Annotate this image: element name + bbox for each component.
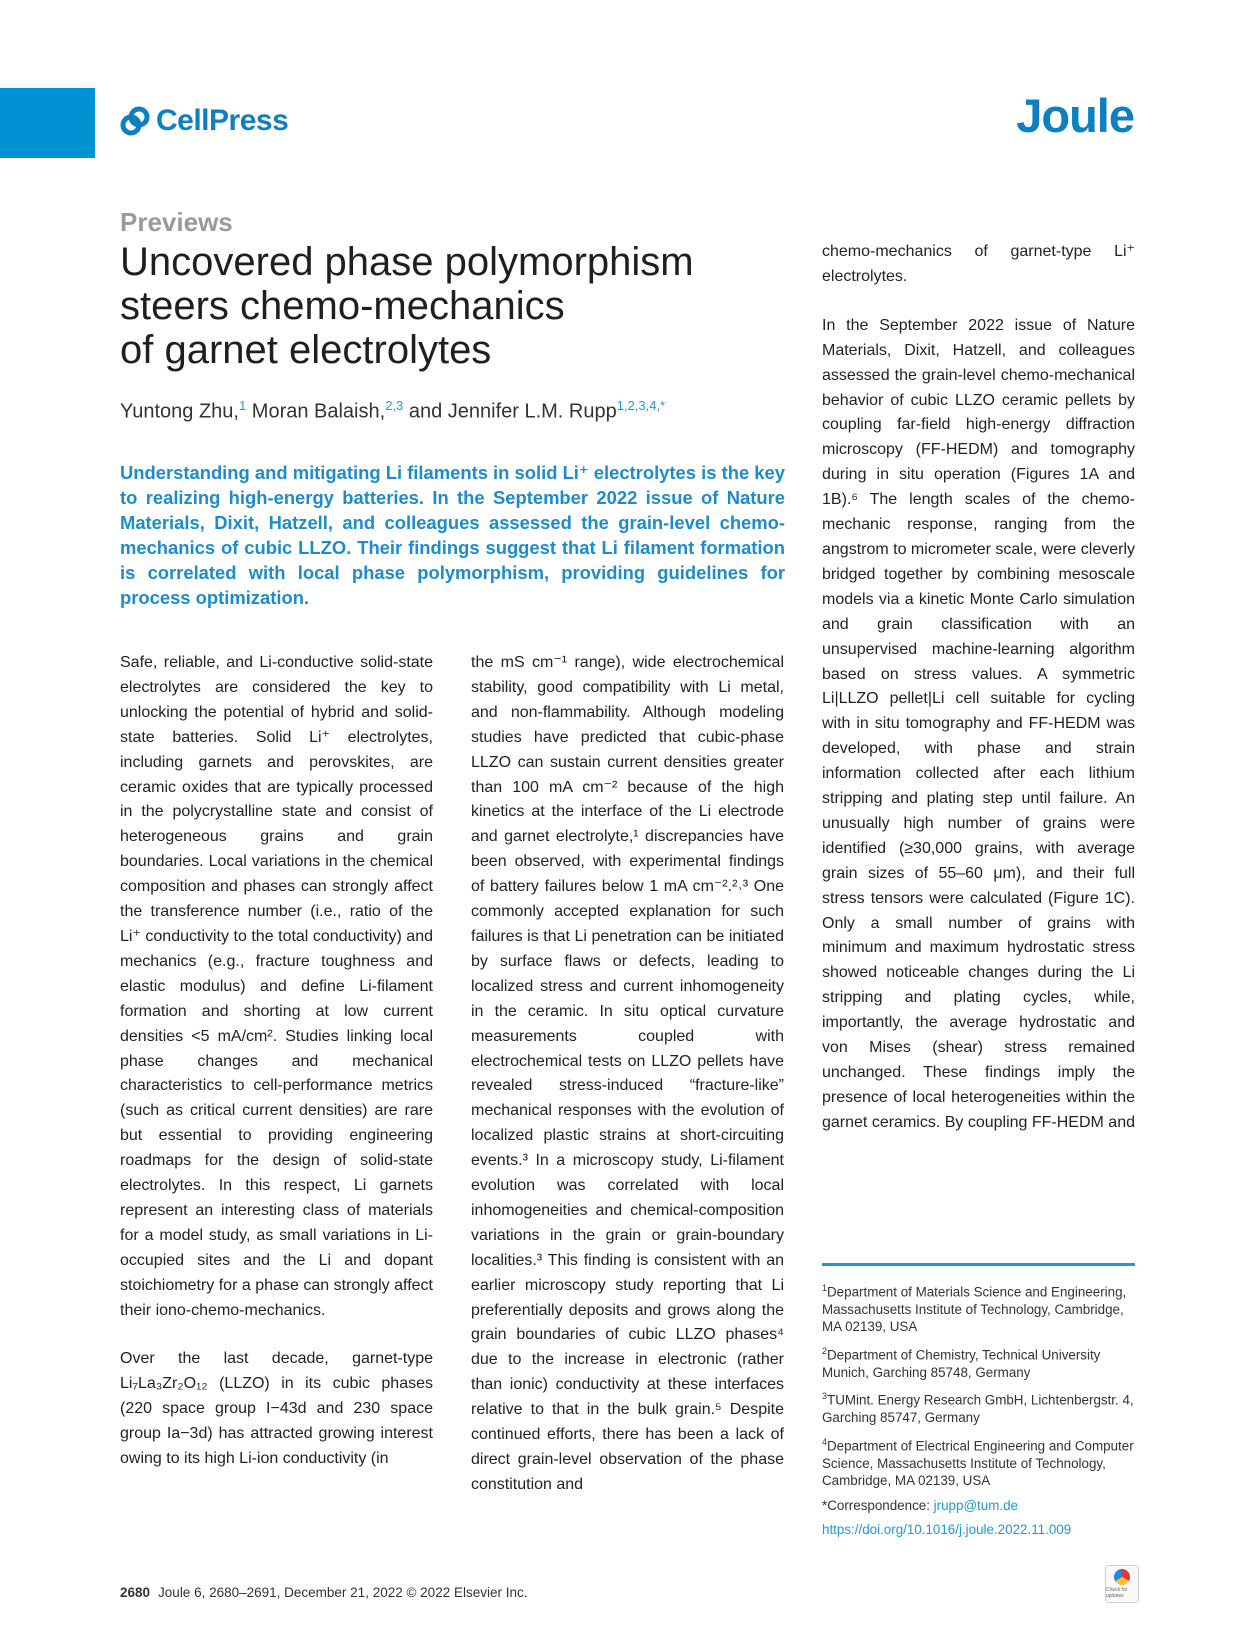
affiliation-item: $^2$Department of Chemistry, Technical University Munich, Garching 85748, Germany [822, 1345, 1101, 1380]
affiliations-block [822, 1280, 1135, 1546]
abstract: Understanding and mitigating Li filaments in solid Li⁺ electrolytes is the key to realizing high-energy batteries. In the September 2022 issue of Nature Materials, Dixit, Hatzell, and colleagues assessed the grain-level chemo-mechanics of cubic LLZO. Their findings suggest that Li filament formation is correlated with local phase polymorphism, providing guidelines for process optimization. [120, 462, 785, 608]
title-line: of garnet electrolytes [120, 328, 492, 372]
page-footer [120, 1585, 527, 1600]
citation: Joule 6, 2680–2691, December 21, 2022 © 2022 Elsevier Inc. [158, 1585, 528, 1600]
author-name: and Jennifer L.M. Rupp [408, 400, 617, 423]
body-column-middle [471, 651, 784, 1498]
affiliation-item: $^1$Department of Materials Science and Engineering, Massachusetts Institute of Technology, Cambridge, MA 02139, USA [822, 1283, 1127, 1335]
author-name: Moran Balaish, [251, 400, 386, 423]
cellpress-icon [120, 106, 150, 136]
affiliations-divider [822, 1263, 1135, 1266]
affiliation-item: $^3$TUMint. Energy Research GmbH, Lichtenbergstr. 4, Garching 85747, Germany [822, 1391, 1134, 1426]
body-column-right [822, 240, 1135, 1136]
author-list [120, 398, 665, 424]
affiliation-item: $^4$Department of Electrical Engineering and Computer Science, Massachusetts Institute of Technology, Cambridge, MA 02139, USA [822, 1436, 1134, 1489]
article-title [120, 240, 760, 372]
correspondence-label: *Correspondence: [822, 1497, 930, 1513]
page-number: 2680 [120, 1585, 151, 1600]
correspondence-email-link[interactable]: jrupp@tum.de [933, 1497, 1018, 1513]
doi-link[interactable]: https://doi.org/10.1016/j.joule.2022.11.009 [822, 1522, 1072, 1538]
body-paragraph: In the September 2022 issue of Nature Materials, Dixit, Hatzell, and colleagues assessed the grain-level chemo-mechanical behavior of cubic LLZO ceramic pellets by coupling far-field high-energy diffraction microscopy (FF-HEDM) and tomography during in situ operation (Figures 1A and 1B).⁶ The length scales of the chemo-mechanic response, ranging from the angstrom to micrometer scale, were cleverly bridged together by combining mesoscale models via a kinetic Monte Carlo simulation and grain classification with an unsupervised machine-learning algorithm based on stress values. A symmetric Li|LLZO pellet|Li cell suitable for cycling with in situ tomography and FF-HEDM was developed, with phase and strain information collected after each lithium stripping and plating step until failure. An unusually high number of grains were identified (≥30,000 grains, with average grain sizes of 55–60 μm), and their full stress tensors were calculated (Figure 1C). Only a small number of grains with minimum and maximum hydrostatic stress showed noticeable changes during the Li stripping and plating cycles, while, importantly, the average hydrostatic and von Mises (shear) stress remained unchanged. These findings imply the presence of local heterogeneities within the garnet ceramics. By coupling FF-HEDM and [822, 316, 1135, 1131]
body-paragraph: Over the last decade, garnet-type Li₇La₃Zr₂O₁₂ (LLZO) in its cubic phases (220 space group I−43d and 230 space group Ia−3d) has attracted growing interest owing to its high Li-ion conductivity (in [120, 1350, 433, 1468]
publisher-name: CellPress [156, 104, 289, 137]
author-name: Yuntong Zhu, [120, 400, 239, 423]
check-for-updates-badge[interactable] [1105, 1565, 1139, 1603]
badge-label: Check for updates [1106, 1587, 1128, 1599]
brand-corner-block [0, 88, 95, 158]
body-column-left [120, 651, 433, 1472]
author-affiliation-link[interactable]: 2,3 [385, 398, 404, 413]
section-label: Previews [120, 207, 233, 237]
body-paragraph: Safe, reliable, and Li-conductive solid-state electrolytes are considered the key to unlocking the potential of hybrid and solid-state batteries. Solid Li⁺ electrolytes, including garnets and perovskites, are ceramic oxides that are typically processed in the polycrystalline state and consist of heterogeneous grains and grain boundaries. Local variations in the chemical composition and phases can strongly affect the transference number (i.e., ratio of the Li⁺ conductivity to the total conductivity) and mechanics (e.g., fracture toughness and elastic modulus) and define Li-filament formation and shorting at low current densities <5 mA/cm². Studies linking local phase changes and mechanical characteristics to cell-performance metrics (such as critical current densities) are rare but essential to providing engineering roadmaps for the design of solid-state electrolytes. In this respect, Li garnets represent an interesting class of materials for a model study, as small variations in Li-occupied sites and the Li and dopant stoichiometry for a phase can strongly affect their iono-chemo-mechanics. [120, 654, 433, 1319]
author-affiliation-link[interactable]: 1 [238, 398, 247, 413]
title-line: Uncovered phase polymorphism [120, 240, 694, 284]
body-paragraph: the mS cm⁻¹ range), wide electrochemical stability, good compatibility with Li metal, and non-flammability. Although modeling studies have predicted that cubic-phase LLZO can sustain current densities greater than 100 mA cm⁻² because of the high kinetics at the interface of the Li electrode and garnet electrolyte,¹ discrepancies have been observed, with experimental findings of battery failures below 1 mA cm⁻².²˒³ One commonly accepted explanation for such failures is that Li penetration can be initiated by surface flaws or defects, leading to localized stress and current inhomogeneity in the ceramic. In situ optical curvature measurements coupled with electrochemical tests on LLZO pellets have revealed stress-induced “fracture-like” mechanical responses with the evolution of localized plastic strains at short-circuiting events.³ In a microscopy study, Li-filament evolution was correlated with local inhomogeneities and chemical-composition variations in the grain or grain-boundary localities.³ This finding is consistent with an earlier microscopy study reporting that Li preferentially deposits and grows along the grain boundaries of cubic LLZO phases⁴ due to the increase in electronic (rather than ionic) conductivity at these interfaces relative to that in the bulk grain.⁵ Despite continued efforts, there has been a lack of direct grain-level observation of the phase constitution and [471, 654, 784, 1493]
author-affiliation-link[interactable]: 1,2,3,4,* [616, 398, 666, 413]
correspondence [822, 1497, 1135, 1515]
title-line: steers chemo-mechanics [120, 284, 565, 328]
check-updates-icon [1114, 1569, 1130, 1585]
body-paragraph: chemo-mechanics of garnet-type Li⁺ electrolytes. [822, 243, 1135, 285]
cellpress-logo[interactable] [120, 104, 288, 138]
journal-logo[interactable]: Joule [1016, 89, 1134, 142]
